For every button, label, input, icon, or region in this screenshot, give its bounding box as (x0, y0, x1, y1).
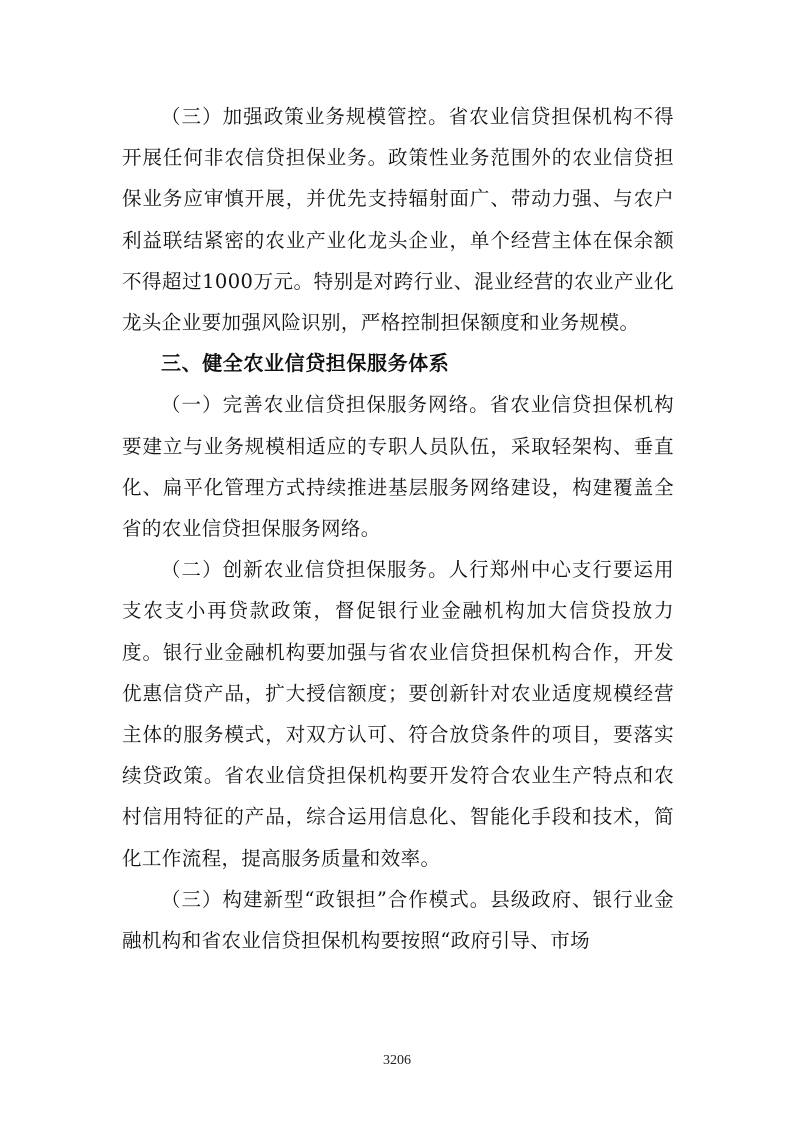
paragraph-service-network: （一）完善农业信贷担保服务网络。省农业信贷担保机构要建立与业务规模相适应的专职人员队伍，采取轻架构、垂直化、扁平化管理方式持续推进基层服务网络建设，构建覆盖全省的农业信贷担保服务网络。 (122, 393, 674, 541)
paragraph-cooperation-model: （三）构建新型“政银担”合作模式。县级政府、银行业金融机构和省农业信贷担保机构要按照“政府引导、市场 (122, 887, 674, 953)
paragraph-scale-control: （三）加强政策业务规模管控。省农业信贷担保机构不得开展任何非农信贷担保业务。政策性业务范围外的农业信贷担保业务应审慎开展，并优先支持辐射面广、带动力强、与农户利益联结紧密的农业产业化龙头企业，单个经营主体在保余额不得超过1000万元。特别是对跨行业、混业经营的农业产业化龙头企业要加强风险识别，严格控制担保额度和业务规模。 (122, 105, 674, 335)
page-number: 3206 (383, 1053, 411, 1068)
section-heading: 三、健全农业信贷担保服务体系 (161, 351, 450, 376)
document-body (122, 96, 674, 961)
paragraph-service-innovation: （二）创新农业信贷担保服务。人行郑州中心支行要运用支农支小再贷款政策，督促银行业金融机构加大信贷投放力度。银行业金融机构要加强与省农业信贷担保机构合作，开发优惠信贷产品，扩大授信额度；要创新针对农业适度规模经营主体的服务模式，对双方认可、符合放贷条件的项目，要落实续贷政策。省农业信贷担保机构要开发符合农业生产特点和农村信用特征的产品，综合运用信息化、智能化手段和技术，简化工作流程，提高服务质量和效率。 (122, 558, 674, 870)
